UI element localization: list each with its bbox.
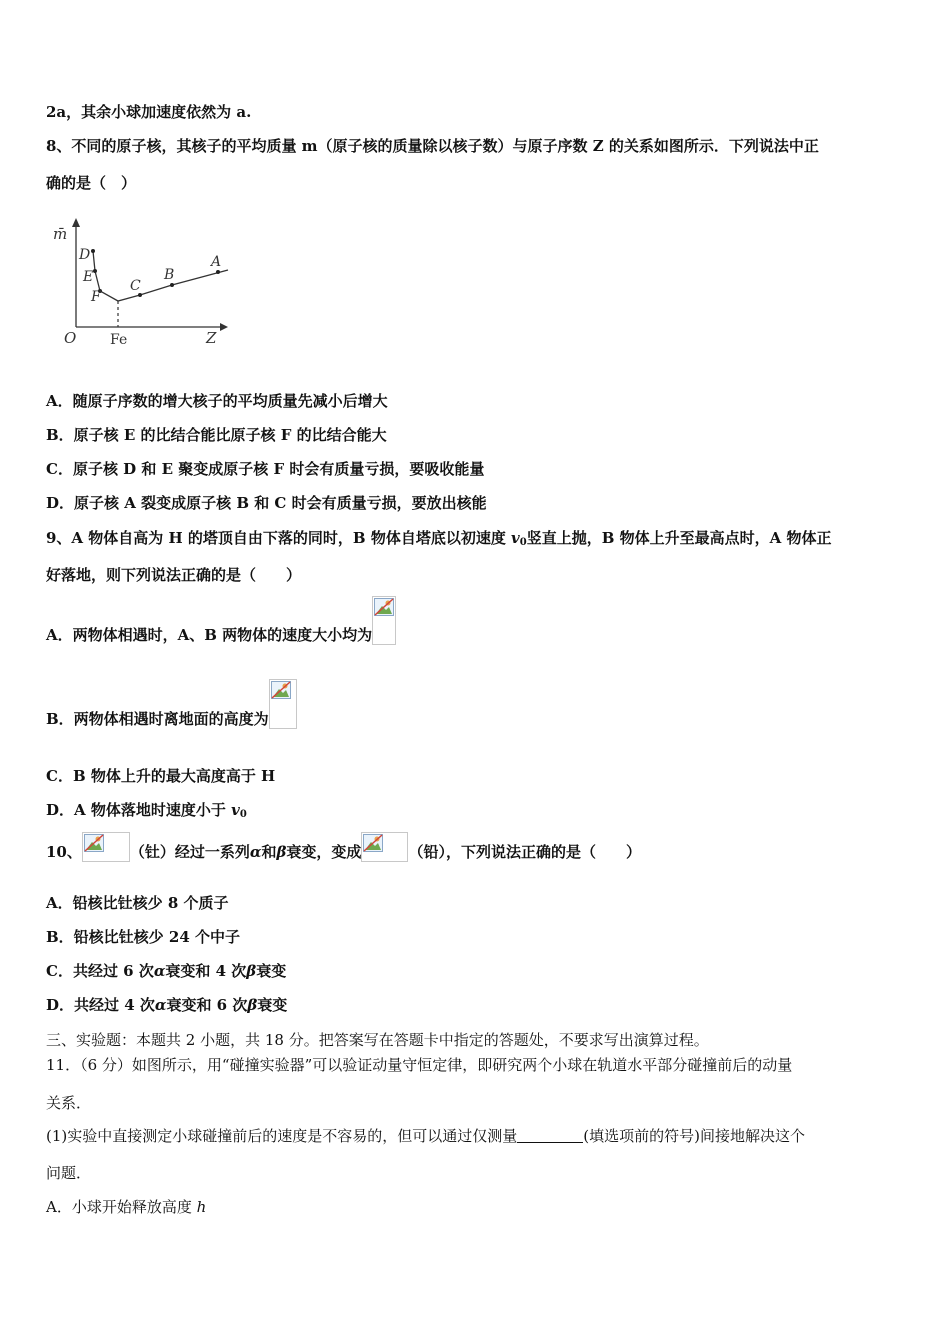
q11-part1-line1 [46,1126,805,1146]
q9-stem-line1 [46,528,832,553]
prev-answer-line: 2a，其余小球加速度依然为 a. [46,103,252,121]
v-subscript: 0 [519,537,527,548]
y-axis-arrow-icon [72,218,80,227]
alpha-symbol: α [154,996,167,1014]
beta-symbol: β [276,843,287,861]
broken-image-icon [372,596,396,645]
q11-stem-line1: 11．（6 分）如图所示，用“碰撞实验器”可以验证动量守恒定律，即研究两个小球在轨道水平部分碰撞前后的动量 [46,1056,793,1074]
q9-option-d [46,800,247,825]
answer-blank[interactable] [517,1128,583,1143]
q9-stem-part1: 9、A 物体自高为 H 的塔顶自由下落的同时，B 物体自塔底以初速度 [46,529,512,547]
q10-option-b: B．铅核比钍核少 24 个中子 [46,928,240,946]
q10-option-d-part2: 衰变和 6 次 [166,996,248,1014]
q9-option-b [46,679,297,729]
v-symbol: v [231,801,240,819]
label-b: B [164,267,175,283]
q10-number: 10、 [46,843,82,861]
beta-symbol: β [247,996,258,1014]
q8-option-b: B．原子核 E 的比结合能比原子核 F 的比结合能大 [46,426,387,444]
q8-option-a: A．随原子序数的增大核子的平均质量先减小后增大 [46,392,388,410]
label-d: D [79,247,91,263]
origin-label: O [64,329,77,347]
q10-option-a: A．铅核比钍核少 8 个质子 [46,894,229,912]
q10-option-d [46,995,287,1015]
q8-option-c: C．原子核 D 和 E 聚变成原子核 F 时会有质量亏损，要吸收能量 [46,460,485,478]
point-b [170,283,174,287]
x-axis-label: Z [206,329,217,347]
q10-option-c-part1: C．共经过 6 次 [46,962,154,980]
q10-stem [46,832,641,862]
q11-stem-line2: 关系． [46,1094,92,1112]
label-e: E [83,269,94,285]
q9-option-a-text: A．两物体相遇时，A、B 两物体的速度大小均为 [46,626,373,644]
q10-option-d-part1: D．共经过 4 次 [46,996,155,1014]
x-axis-arrow-icon [220,323,228,331]
section-3-heading: 三、实验题：本题共 2 小题，共 18 分。把答案写在答题卡中指定的答题处，不要求写出演算过程。 [46,1031,709,1049]
q9-option-a [46,596,396,646]
y-axis-label: m̄ [53,225,68,243]
beta-symbol: β [246,962,257,980]
q11-part1-text1: (1)实验中直接测定小球碰撞前后的速度是不容易的，但可以通过仅测量 [46,1127,518,1145]
point-a [216,270,220,274]
q10-part3: 衰变，变成 [286,843,362,861]
v-subscript: 0 [239,809,247,820]
q11-option-a-text: A．小球开始释放高度 [46,1198,197,1216]
point-d [91,249,95,253]
q9-option-d-text: D．A 物体落地时速度小于 [46,801,232,819]
alpha-symbol: α [249,843,262,861]
v-symbol: v [511,529,520,547]
h-symbol: h [196,1198,207,1216]
q9-stem-part2: 竖直上抛，B 物体上升至最高点时，A 物体正 [526,529,832,547]
q11-part1-text2: (填选项前的符号)间接地解决这个 [583,1127,805,1145]
q10-part1: （钍）经过一系列 [129,843,250,861]
q11-part1-line2: 问题． [46,1164,92,1182]
q10-option-c [46,961,286,981]
q9-option-b-text: B．两物体相遇时离地面的高度为 [46,710,269,728]
q8-stem-line2: 确的是（ ） [46,174,137,192]
point-e [93,269,97,273]
q11-option-a [46,1197,206,1217]
q10-option-c-part3: 衰变 [256,962,287,980]
average-mass-vs-atomic-number-figure [52,215,242,350]
q10-option-d-part3: 衰变 [257,996,288,1014]
q10-part2: 和 [261,843,277,861]
label-a: A [211,254,222,270]
fe-label: Fe [110,332,128,348]
q8-stem-line1: 8、不同的原子核，其核子的平均质量 m（原子核的质量除以核子数）与原子序数 Z 的关系如图所示．下列说法中正 [46,137,819,155]
q8-option-d: D．原子核 A 裂变成原子核 B 和 C 时会有质量亏损，要放出核能 [46,494,487,512]
q9-stem-line2: 好落地，则下列说法正确的是（ ） [46,566,302,584]
broken-image-icon [269,679,297,729]
label-c: C [130,278,141,294]
q10-option-c-part2: 衰变和 4 次 [165,962,247,980]
alpha-symbol: α [153,962,166,980]
q10-part4: （铅），下列说法正确的是（ ） [408,843,641,861]
broken-image-icon [82,832,130,862]
q9-option-c: C．B 物体上升的最大高度高于 H [46,767,276,785]
broken-image-icon [361,832,408,862]
label-f: F [91,289,101,305]
